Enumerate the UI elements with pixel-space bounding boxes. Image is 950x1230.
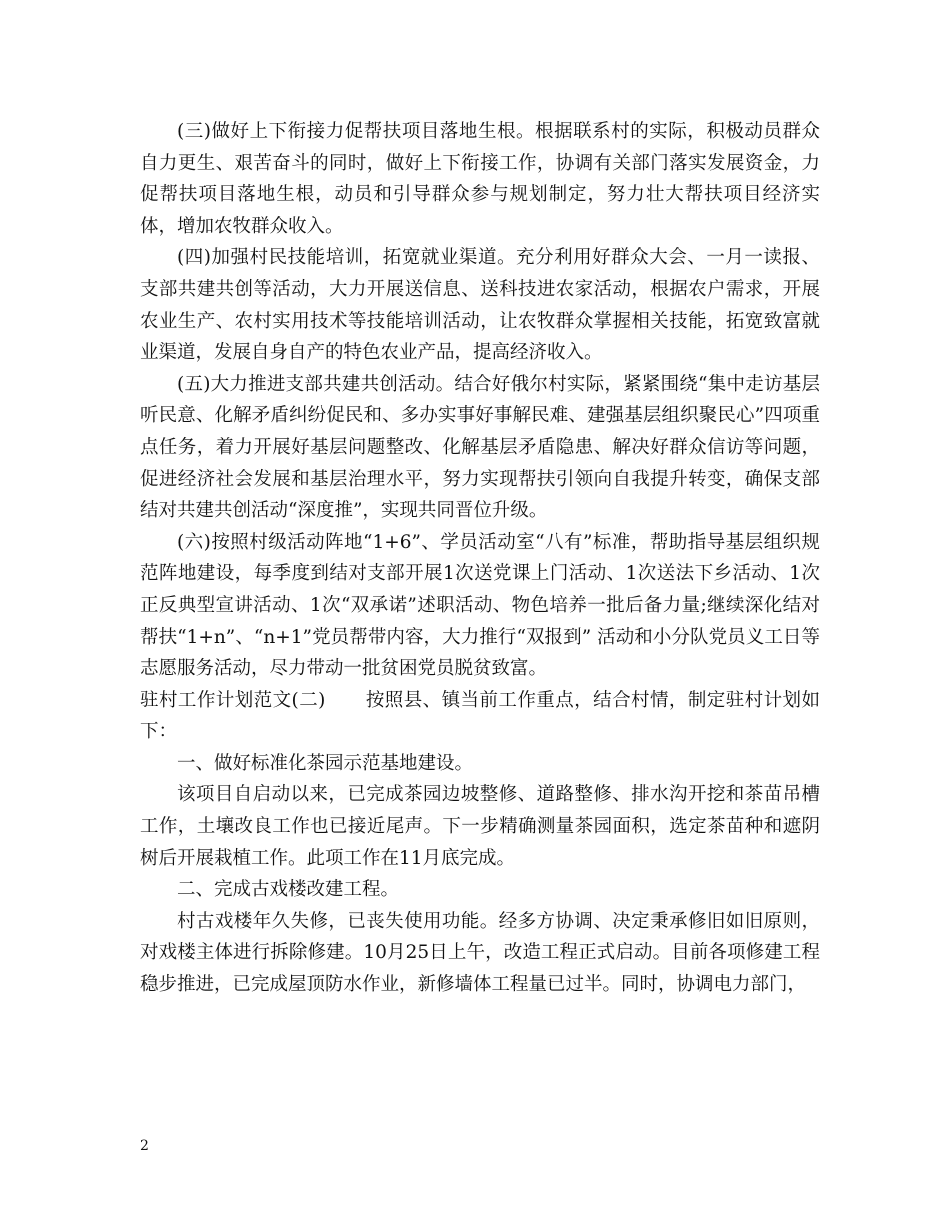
paragraph-5: (五)大力推进支部共建共创活动。结合好俄尔村实际，紧紧围绕“集中走访基层听民意、化解矛盾纠纷促民和、多办实事好事解民难、建强基层组织聚民心”四项重点任务，着力开展好基层问题整改、化解基层矛盾隐患、解决好群众信访等问题，促进经济社会发展和基层治理水平，努力实现帮扶引领向自我提升转变，确保支部结对共建共创活动“深度推”，实现共同晋位升级。 — [140, 373, 820, 522]
section-title: 驻村工作计划范文(二) — [140, 689, 326, 711]
section-heading-paragraph — [140, 685, 820, 748]
paragraph-4: (四)加强村民技能培训，拓宽就业渠道。充分利用好群众大会、一月一读报、支部共建共创等活动，大力开展送信息、送科技进农家活动，根据农户需求，开展农业生产、农村实用技术等技能培训活动，让农牧群众掌握相关技能，拓宽致富就业渠道，发展自身自产的特色农业产品，提高经济收入。 — [140, 247, 820, 364]
item-body-2: 村古戏楼年久失修，已丧失使用功能。经多方协调、决定秉承修旧如旧原则，对戏楼主体进行拆除修建。10月25日上午，改造工程正式启动。目前各项修建工程稳步推进，已完成屋顶防水作业，新修墙体工程量已过半。同时，协调电力部门， — [140, 910, 820, 996]
item-heading-1: 一、做好标准化茶园示范基地建设。 — [177, 752, 474, 774]
item-heading-2: 二、完成古戏楼改建工程。 — [177, 879, 400, 901]
page-number: 2 — [140, 1138, 149, 1154]
item-body-1: 该项目自启动以来，已完成茶园边坡整修、道路整修、排水沟开挖和茶苗吊槽工作，土壤改良工作也已接近尾声。下一步精确测量茶园面积，选定茶苗种和遮阴树后开展栽植工作。此项工作在11月底完成。 — [140, 784, 820, 869]
section-intro: 按照县、镇当前工作重点，结合村情，制定驻村计划如下： — [140, 689, 820, 743]
paragraph-6: (六)按照村级活动阵地“1+6”、学员活动室“八有”标准，帮助指导基层组织规范阵地建设，每季度到结对支部开展1次送党课上门活动、1次送法下乡活动、1次正反典型宣讲活动、1次“双承诺”述职活动、物色培养一批后备力量;继续深化结对帮扶“1+n”、“n+1”党员帮带内容，大力推行“双报到” 活动和小分队党员义工日等志愿服务活动，尽力带动一批贫困党员脱贫致富。 — [140, 531, 820, 680]
document-body — [140, 116, 820, 1001]
paragraph-3: (三)做好上下衔接力促帮扶项目落地生根。根据联系村的实际，积极动员群众自力更生、艰苦奋斗的同时，做好上下衔接工作，协调有关部门落实发展资金，力促帮扶项目落地生根，动员和引导群众参与规划制定，努力壮大帮扶项目经济实体，增加农牧群众收入。 — [140, 121, 820, 237]
